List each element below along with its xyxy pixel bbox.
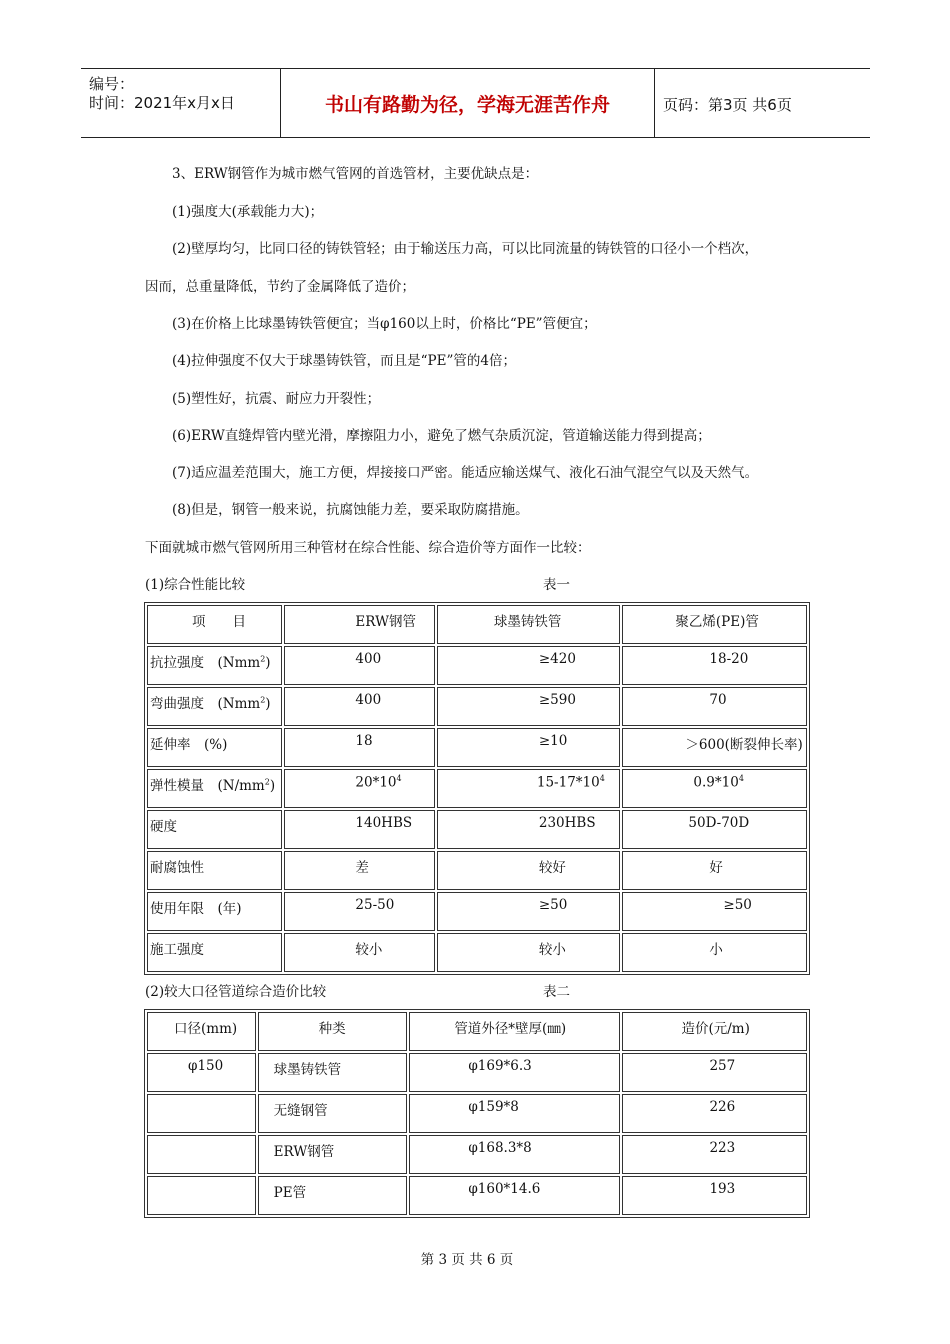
table-header-cell: ERW钢管: [284, 605, 434, 644]
paragraph: 3、ERW钢管作为城市燃气管网的首选管材，主要优缺点是：: [172, 166, 539, 182]
table-cell: 18-20: [622, 646, 807, 685]
table-cell: ≥420: [437, 646, 621, 685]
table-row: [147, 646, 807, 685]
table-row: [147, 1094, 807, 1133]
performance-comparison-table: [144, 602, 810, 975]
table-cell: φ159*8: [409, 1094, 620, 1133]
table-row: [147, 810, 807, 849]
table-cell: $20*10^4$: [284, 769, 434, 808]
table-cell: 耐腐蚀性: [147, 851, 282, 890]
table-row: [147, 769, 807, 808]
paragraph: (7)适应温差范围大，施工方便，焊接接口严密。能适应输送煤气、液化石油气混空气以及天然气。: [172, 465, 759, 481]
table-row: [147, 728, 807, 767]
table-cell: 较小: [284, 933, 434, 972]
table-row: [147, 1176, 807, 1215]
page-info: 页码：第3页 共6页: [663, 96, 792, 114]
table-cell: 25-50: [284, 892, 434, 931]
table-cell: 弯曲强度 (Nmm$^2$): [147, 687, 282, 726]
table-cell: 140HBS: [284, 810, 434, 849]
table-cell: ≥590: [437, 687, 621, 726]
table-row: [147, 1053, 807, 1092]
table-cell: φ168.3*8: [409, 1135, 620, 1174]
table-cell: 球墨铸铁管: [258, 1053, 408, 1092]
table-cell: 差: [284, 851, 434, 890]
table-cell: 小: [622, 933, 807, 972]
document-date-label: 时间：2021年x月x日: [89, 94, 235, 112]
paragraph: (6)ERW直缝焊管内壁光滑，摩擦阻力小，避免了燃气杂质沉淀，管道输送能力得到提高；: [172, 428, 711, 444]
table-header-row: [147, 1012, 807, 1051]
paragraph: 因而，总重量降低，节约了金属降低了造价；: [145, 279, 415, 295]
table2-label: 表二: [543, 984, 570, 1000]
table-header-cell: 造价(元/m): [622, 1012, 807, 1051]
table-cell: 400: [284, 687, 434, 726]
table-row: [147, 687, 807, 726]
table-cell: $0.9*10^4$: [622, 769, 807, 808]
table1-caption: (1)综合性能比较: [145, 577, 246, 593]
table-header-cell: 种类: [258, 1012, 408, 1051]
table-row: [147, 1135, 807, 1174]
page-header: [81, 68, 870, 138]
table-row: [147, 892, 807, 931]
table-header-cell: 口径(mm): [147, 1012, 256, 1051]
table-cell: 226: [622, 1094, 807, 1133]
table-cell: 施工强度: [147, 933, 282, 972]
table-cell: 较好: [437, 851, 621, 890]
table-cell: 400: [284, 646, 434, 685]
table-cell: 延伸率 (%): [147, 728, 282, 767]
table-cell: 257: [622, 1053, 807, 1092]
paragraph: (8)但是，钢管一般来说，抗腐蚀能力差，要采取防腐措施。: [172, 502, 529, 518]
paragraph: (1)强度大(承载能力大)；: [172, 204, 324, 220]
document-number-label: 编号：: [89, 75, 135, 93]
table-cell: PE管: [258, 1176, 408, 1215]
paragraph: 下面就城市燃气管网所用三种管材在综合性能、综合造价等方面作一比较：: [145, 540, 591, 556]
table-cell: $15-17*10^4$: [437, 769, 621, 808]
cost-comparison-table: [144, 1009, 810, 1218]
table-cell: ＞600(断裂伸长率): [622, 728, 807, 767]
paragraph: (3)在价格上比球墨铸铁管便宜；当φ160以上时，价格比“PE”管便宜；: [172, 316, 597, 332]
table-cell: ≥10: [437, 728, 621, 767]
table-cell: 223: [622, 1135, 807, 1174]
page-footer: 第 3 页 共 6 页: [420, 1252, 514, 1268]
table-cell: φ169*6.3: [409, 1053, 620, 1092]
table1-label: 表一: [543, 577, 570, 593]
paragraph: (4)拉伸强度不仅大于球墨铸铁管，而且是“PE”管的4倍；: [172, 353, 516, 369]
table-cell: 18: [284, 728, 434, 767]
table-cell: 好: [622, 851, 807, 890]
table-cell: 50D-70D: [622, 810, 807, 849]
table-cell: 硬度: [147, 810, 282, 849]
table-cell: ERW钢管: [258, 1135, 408, 1174]
table-cell: 无缝钢管: [258, 1094, 408, 1133]
table-cell: [147, 1176, 256, 1215]
table-cell: 弹性模量 $(N/mm^2)$: [147, 769, 282, 808]
paragraph: (5)塑性好，抗震、耐应力开裂性；: [172, 391, 381, 407]
table-cell: 使用年限 (年): [147, 892, 282, 931]
table-header-row: [147, 605, 807, 644]
table-header-cell: 球墨铸铁管: [437, 605, 621, 644]
table-cell: 抗拉强度 (Nmm$^2$): [147, 646, 282, 685]
table-cell: 较小: [437, 933, 621, 972]
table-cell: [147, 1094, 256, 1133]
header-motto: 书山有路勤为径，学海无涯苦作舟: [324, 93, 610, 116]
table-cell: ≥50: [437, 892, 621, 931]
table-cell: φ150: [147, 1053, 256, 1092]
table-row: [147, 851, 807, 890]
table-cell: 193: [622, 1176, 807, 1215]
table-header-cell: 聚乙烯(PE)管: [622, 605, 807, 644]
table-cell: 230HBS: [437, 810, 621, 849]
table-header-cell: 项 目: [147, 605, 282, 644]
paragraph: (2)壁厚均匀，比同口径的铸铁管轻；由于输送压力高，可以比同流量的铸铁管的口径小一个档次，: [172, 241, 759, 257]
table-cell: φ160*14.6: [409, 1176, 620, 1215]
table-header-cell: 管道外径*壁厚(㎜): [409, 1012, 620, 1051]
table-cell: ≥50: [622, 892, 807, 931]
table-cell: 70: [622, 687, 807, 726]
header-divider: [654, 69, 655, 137]
table-cell: [147, 1135, 256, 1174]
table-row: [147, 933, 807, 972]
table2-caption: (2)较大口径管道综合造价比较: [145, 984, 327, 1000]
